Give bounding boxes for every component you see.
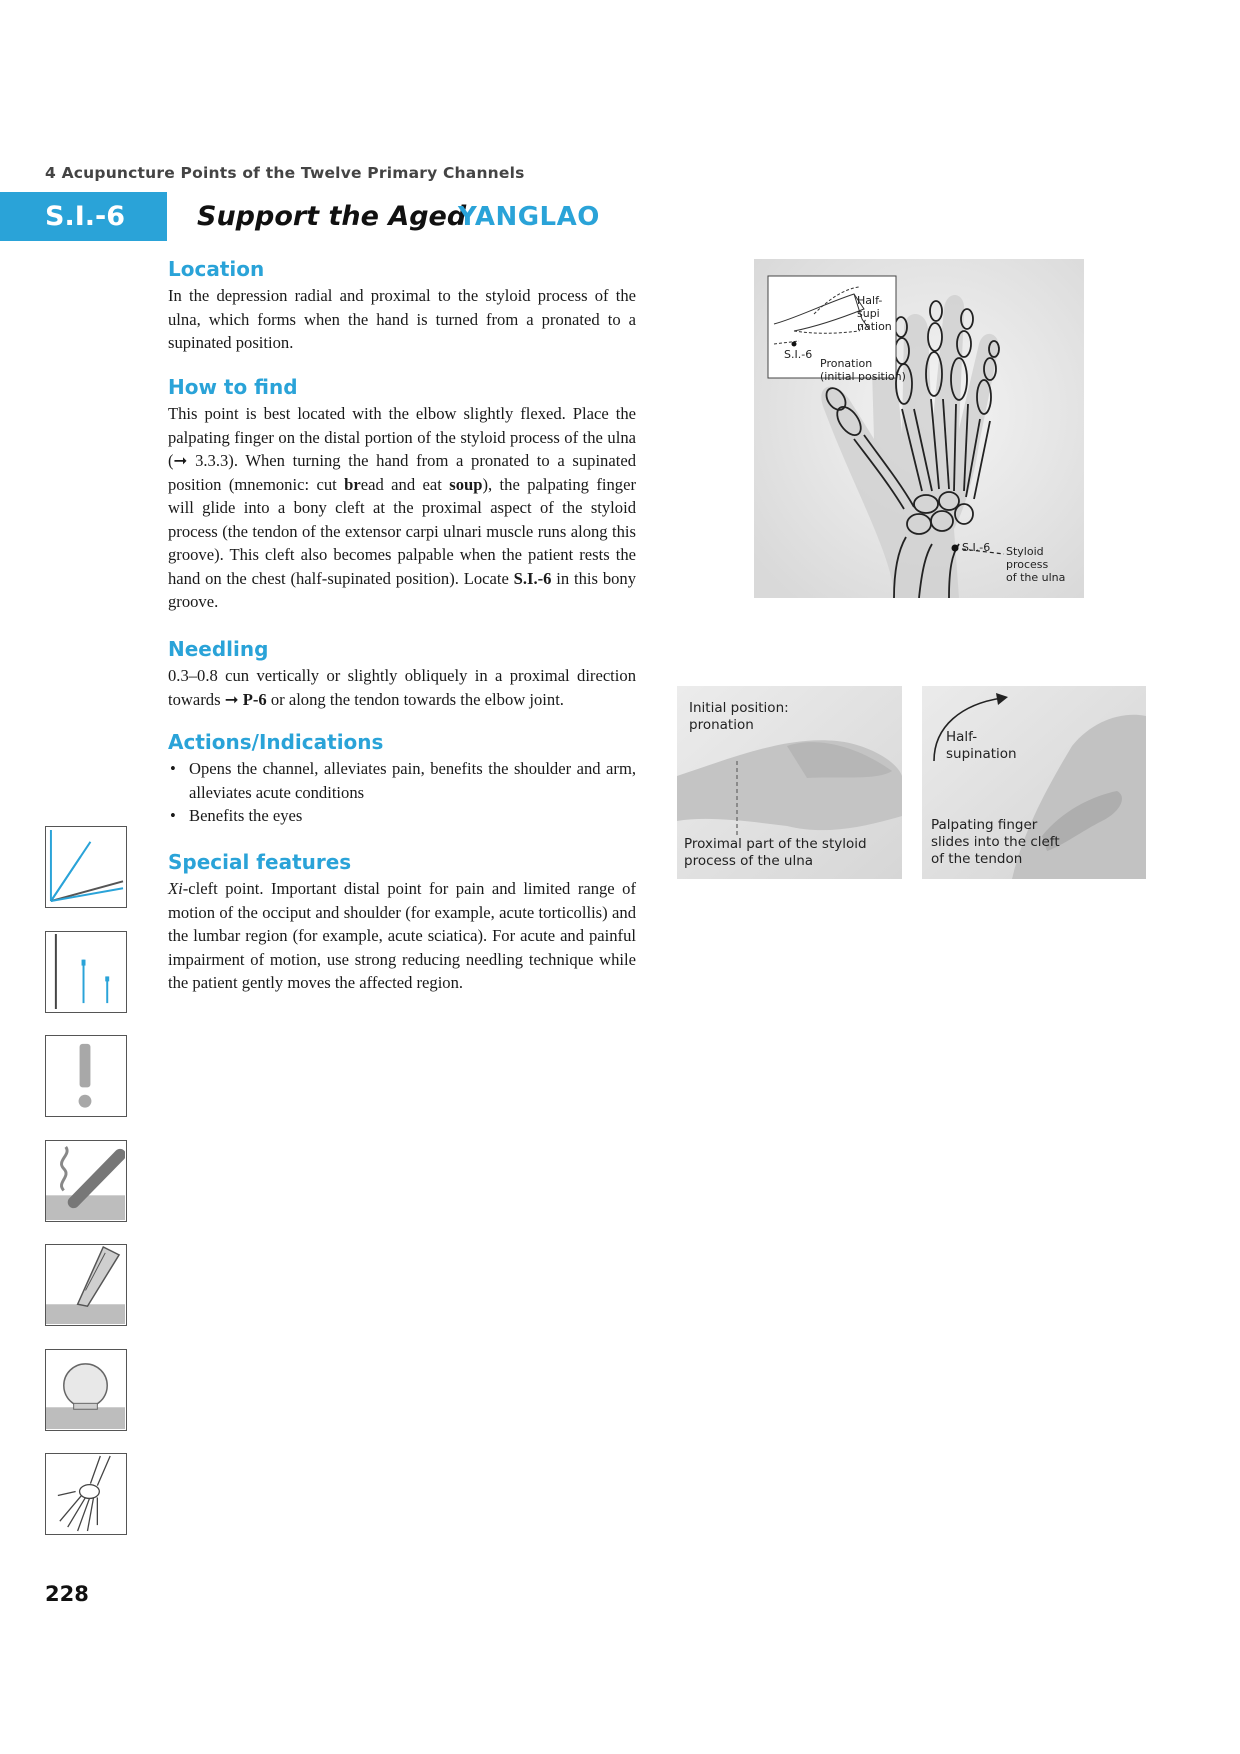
inset-point-label: S.I.-6 xyxy=(784,348,813,361)
needle-sizes-icon xyxy=(45,931,127,1013)
hand-skeleton-icon xyxy=(45,1453,127,1535)
actions-list xyxy=(168,757,636,828)
pronation-photo xyxy=(677,686,902,879)
running-head: 4 Acupuncture Points of the Twelve Primary Channels xyxy=(45,164,525,182)
hand-skeleton-figure xyxy=(754,259,1084,598)
needling-text: 0.3–0.8 cun vertically or slightly obliquely in a proximal direction towards ➞ P-6 or along the tendon towards the elbow joint. xyxy=(168,666,636,709)
caution-icon xyxy=(45,1035,127,1117)
list-item: • Benefits the eyes xyxy=(168,804,636,828)
needling-heading: Needling xyxy=(168,637,269,661)
location-text: In the depression radial and proximal to the styloid process of the ulna, which forms when the hand is turned from a pronated to a supinated position. xyxy=(168,286,636,352)
needles-icon xyxy=(45,826,127,908)
si6-point-label: S.I.-6 xyxy=(962,541,991,554)
point-code-tab xyxy=(0,192,167,241)
point-title-pinyin: YANGLAO xyxy=(458,202,600,232)
location-heading: Location xyxy=(168,257,265,281)
inset-pronation-label: Pronation (initial position) xyxy=(820,357,906,383)
half-supination-photo xyxy=(922,686,1146,879)
point-code: S.I.-6 xyxy=(45,201,125,232)
how-to-find-text: This point is best located with the elbow slightly flexed. Place the palpating finger on the distal portion of the styloid process of the ulna (➞ 3.3.3). When turning the hand from a pronated to a supinated position (mnemonic: cut bread and eat soup), the palpating finger will glide into a bony cleft at the proximal aspect of the styloid process (the tendon of the extensor carpi ulnari muscle runs along this groove). This cleft also becomes palpable when the patient rests the hand on the chest (half-supinated position). Locate S.I.-6 in this bony groove. xyxy=(168,404,637,611)
inset-half-supination-label: Half- supi nation xyxy=(857,294,892,333)
actions-heading: Actions/Indications xyxy=(168,730,384,754)
list-item: • Opens the channel, alleviates pain, benefits the shoulder and arm, alleviates acute conditions xyxy=(168,757,636,804)
bleeding-needle-icon xyxy=(45,1244,127,1326)
point-title-english: Support the Aged xyxy=(197,201,467,232)
cupping-icon xyxy=(45,1349,127,1431)
special-features-text: Xi-cleft point. Important distal point for pain and limited range of motion of the occiput and shoulder (for example, acute torticollis) and the lumbar region (for example, acute sciatica). For acute and painful impairment of motion, use strong reducing needling technique while the patient gently moves the affected region. xyxy=(168,879,636,992)
styloid-process-label: Styloid process of the ulna xyxy=(1006,545,1066,584)
photo-left-bottom-caption: Proximal part of the styloid process of the ulna xyxy=(684,836,867,869)
page-number: 228 xyxy=(45,1582,89,1606)
photo-left-top-caption: Initial position: pronation xyxy=(689,700,789,733)
how-to-find-heading: How to find xyxy=(168,375,298,399)
special-features-heading: Special features xyxy=(168,850,352,874)
photo-right-top-caption: Half- supination xyxy=(946,729,1017,762)
moxibustion-icon xyxy=(45,1140,127,1222)
photo-right-bottom-caption: Palpating finger slides into the cleft of the tendon xyxy=(931,817,1060,867)
